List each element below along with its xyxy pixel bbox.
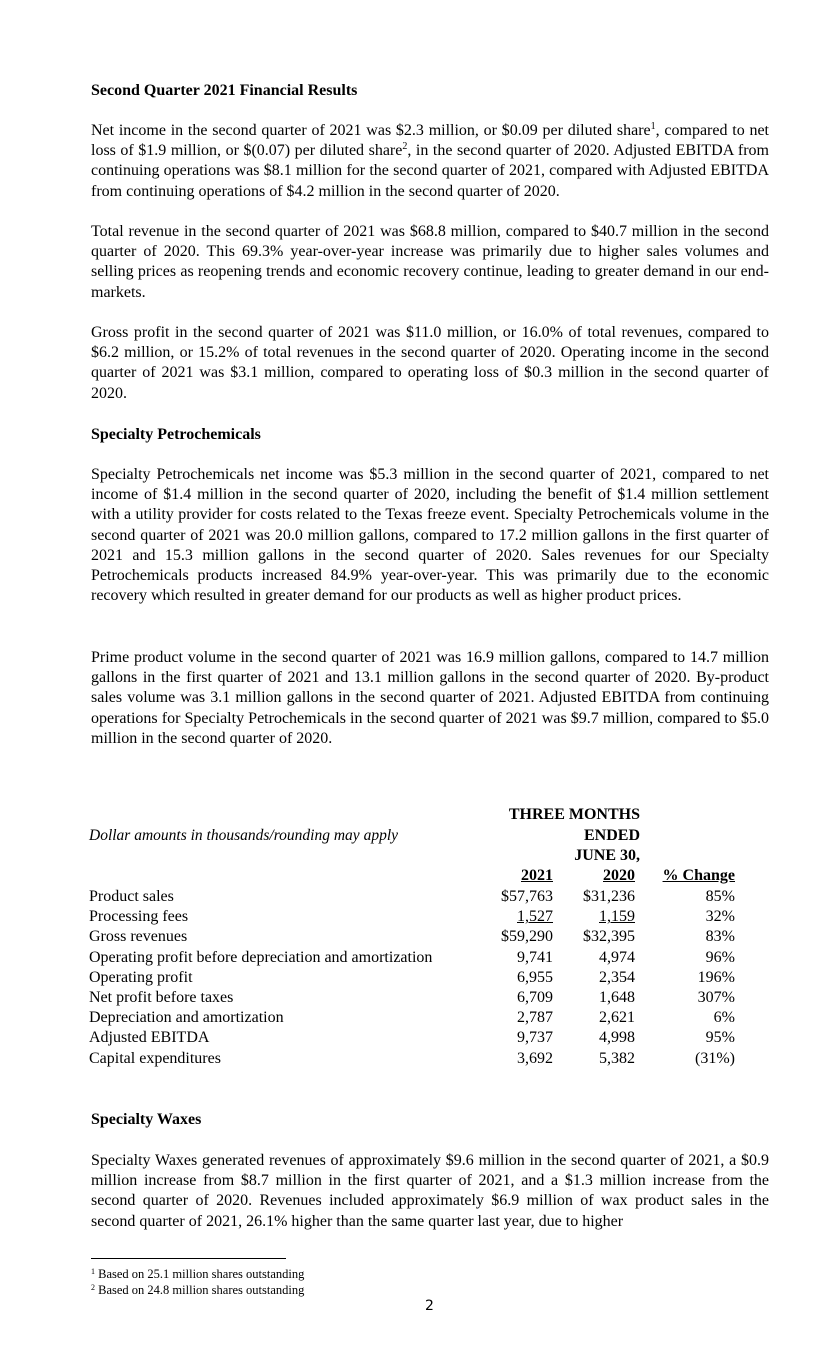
cell-2021: $59,290 [501, 928, 553, 946]
cell-2021: 2,787 [517, 1009, 553, 1027]
cell-2021: 9,741 [517, 948, 553, 966]
cell-2020: 2,621 [599, 1009, 635, 1027]
paragraph-prime-product-volume: Prime product volume in the second quarter of 2021 was 16.9 million gallons, compared to 14.7 million gallons in the first quarter of 2021 and 13.1 million gallons in the second quarter of 2020. By-product sales volume was 3.1 million gallons in the second quarter of 2021. Adjusted EBITDA from continuing operations for Specialty Petrochemicals in the second quarter of 2021 was $9.7 million, compared to $5.0 million in the second quarter of 2020. [91, 649, 769, 747]
cell-2021: 3,692 [517, 1049, 553, 1067]
cell-2020: 1,159 [599, 908, 635, 926]
paragraph-gross-profit: Gross profit in the second quarter of 2021 was $11.0 million, or 16.0% of total revenues, compared to $6.2 million, or 15.2% of total revenues in the second quarter of 2020. Operating income in the second quarter of 2021 was $3.1 million, compared to operating loss of $0.3 million in the second quarter of 2020. [91, 324, 769, 402]
footnote-mark: 2 [91, 1283, 95, 1292]
cell-change: 85% [705, 888, 735, 905]
table-period-line-3: JUNE 30, [574, 847, 640, 864]
table-row [89, 927, 749, 947]
row-label: Net profit before taxes [89, 988, 234, 1006]
cell-change: 6% [713, 1009, 735, 1027]
cell-2021: 9,737 [517, 1029, 553, 1047]
table-row [89, 948, 749, 968]
cell-2020: 4,974 [599, 948, 635, 966]
cell-2020: 1,648 [599, 988, 635, 1006]
paragraph-total-revenue: Total revenue in the second quarter of 2021 was $68.8 million, compared to $40.7 million in the second quarter of 2020. This 69.3% year-over-year increase was primarily due to higher sales volumes and selling prices as reopening trends and economic recovery continue, leading to greater demand in our end-markets. [91, 223, 769, 301]
cell-2021: $57,763 [501, 888, 553, 905]
table-row [89, 887, 749, 907]
cell-2020: $31,236 [583, 888, 635, 905]
footnote-1 [91, 1267, 304, 1282]
table-period-line-2: ENDED [583, 826, 640, 844]
column-header-2020: 2020 [603, 867, 635, 884]
paragraph-net-income-part-b: , compared to net loss of $1.9 million, or $(0.07) per diluted share [91, 122, 769, 160]
footnote-mark: 1 [91, 1267, 95, 1276]
cell-change: 95% [705, 1029, 735, 1047]
cell-2020: $32,395 [583, 928, 635, 946]
cell-change: (31%) [695, 1049, 735, 1067]
cell-2021: 1,527 [517, 908, 553, 926]
table-row [89, 907, 749, 927]
column-header-change: % Change [662, 867, 735, 884]
section-heading-financial-results: Second Quarter 2021 Financial Results [91, 82, 358, 99]
row-label: Processing fees [89, 908, 189, 926]
footnote-text: Based on 24.8 million shares outstanding [98, 1283, 305, 1297]
cell-2020: 5,382 [599, 1049, 635, 1067]
row-label: Depreciation and amortization [89, 1009, 284, 1027]
paragraph-net-income-part-a: Net income in the second quarter of 2021 was $2.3 million, or $0.09 per diluted share [91, 122, 651, 139]
page-number: 2 [425, 1298, 434, 1314]
paragraph-petrochemicals-net-income: Specialty Petrochemicals net income was $5.3 million in the second quarter of 2021, compared to net income of $1.4 million in the second quarter of 2020, including the benefit of $1.4 million settlement with a utility provider for costs related to the Texas freeze event. Specialty Petrochemicals volume in the second quarter of 2021 was 20.0 million gallons, compared to 17.2 million gallons in the first quarter of 2021 and 15.3 million gallons in the second quarter of 2020. Sales revenues for our Specialty Petrochemicals products increased 84.9% year-over-year. This was primarily due to the economic recovery which resulted in greater demand for our products as well as higher product prices. [91, 466, 769, 605]
row-label: Capital expenditures [89, 1049, 221, 1067]
cell-change: 307% [697, 988, 735, 1006]
cell-2021: 6,955 [517, 968, 553, 986]
row-label: Operating profit [89, 968, 193, 986]
row-label: Adjusted EBITDA [89, 1029, 210, 1047]
footnote-ref-2: 2 [402, 141, 408, 153]
table-row [89, 1008, 749, 1028]
column-header-2021: 2021 [521, 867, 553, 884]
cell-change: 83% [705, 928, 735, 946]
cell-2020: 4,998 [599, 1029, 635, 1047]
row-label: Operating profit before depreciation and amortization [89, 948, 433, 966]
footnote-ref-1: 1 [650, 121, 656, 132]
cell-change: 96% [705, 948, 735, 966]
table-body [89, 887, 749, 1069]
table-row [89, 1049, 749, 1069]
table-period-header [489, 805, 640, 867]
cell-change: 32% [705, 908, 735, 926]
paragraph-net-income [91, 121, 769, 202]
cell-change: 196% [697, 968, 735, 986]
table-row [89, 968, 749, 988]
cell-2020: 2,354 [599, 968, 635, 986]
footnote-text: Based on 25.1 million shares outstanding [98, 1267, 305, 1281]
section-heading-specialty-waxes: Specialty Waxes [91, 1111, 202, 1128]
row-label: Product sales [89, 888, 174, 905]
footnote-divider [91, 1258, 286, 1259]
paragraph-net-income-part-c: , in the second quarter of 2020. Adjusted EBITDA from continuing operations was $8.1 million for the second quarter of 2021, compared with Adjusted EBITDA from continuing operations of $4.2 million in the second quarter of 2020. [91, 142, 770, 200]
footnote-2 [91, 1283, 304, 1298]
table-caption: Dollar amounts in thousands/rounding may apply [89, 827, 399, 844]
table-period-line-1: THREE MONTHS [508, 806, 640, 823]
section-heading-specialty-petrochemicals: Specialty Petrochemicals [91, 426, 261, 443]
row-label: Gross revenues [89, 928, 188, 946]
paragraph-specialty-waxes-revenue: Specialty Waxes generated revenues of approximately $9.6 million in the second quarter of 2021, a $0.9 million increase from $8.7 million in the first quarter of 2021, and a $1.3 million increase from the second quarter of 2020. Revenues included approximately $6.9 million of wax product sales in the second quarter of 2021, 26.1% higher than the same quarter last year, due to higher [91, 1152, 769, 1230]
table-row [89, 988, 749, 1008]
cell-2021: 6,709 [517, 988, 553, 1006]
table-row [89, 1028, 749, 1048]
